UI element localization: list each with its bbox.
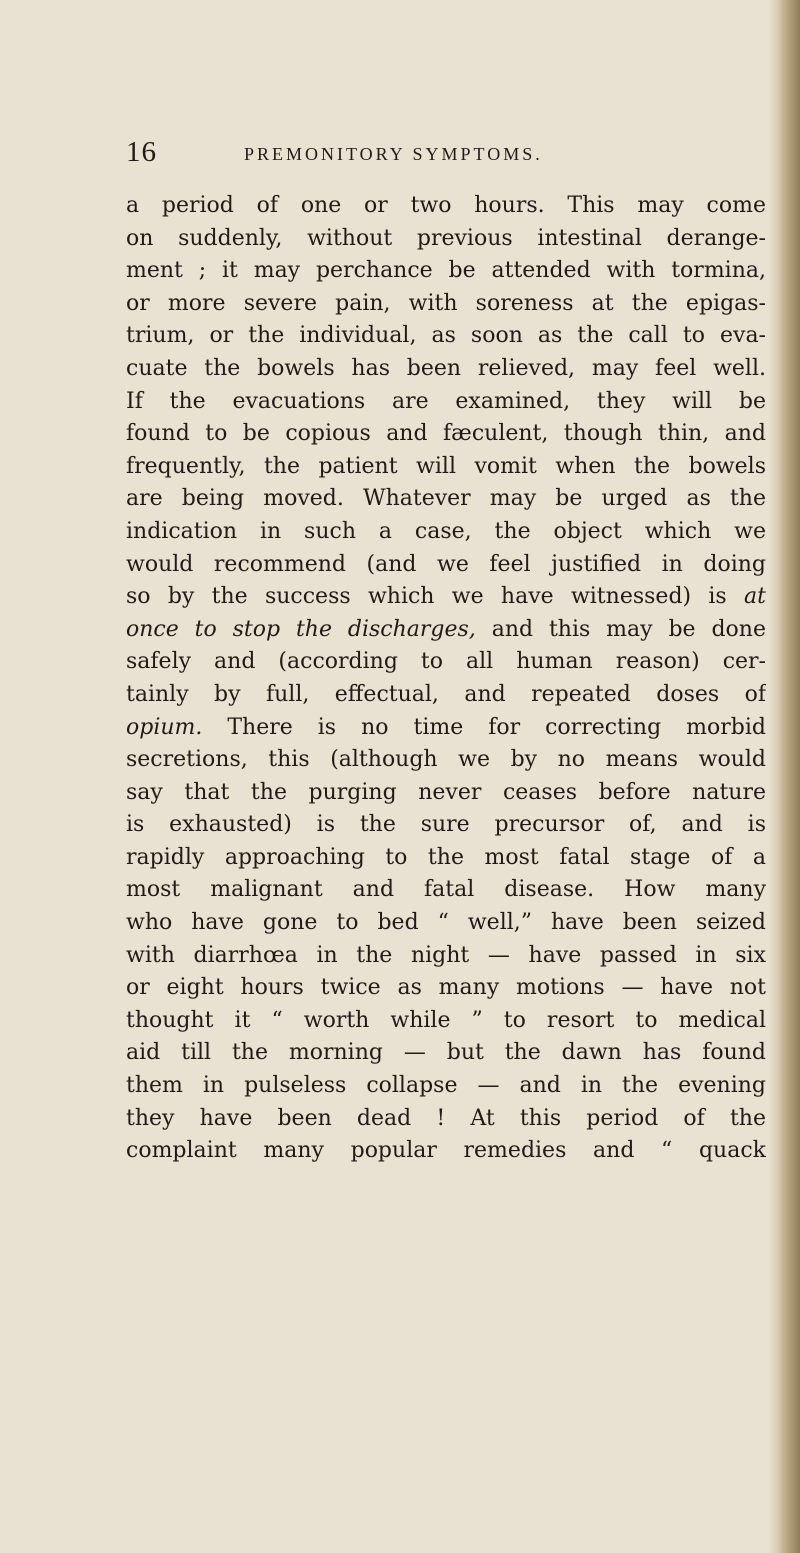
page-number: 16 [126, 136, 157, 168]
text-line: rapidly approaching to the most fatal stage of a [126, 844, 766, 870]
italic-segment: opium. [126, 714, 203, 740]
running-head-title: PREMONITORY SYMPTOMS. [244, 144, 543, 164]
text-line: cuate the bowels has been relieved, may feel well. [126, 355, 766, 381]
text-line: ment ; it may perchance be attended with tormina, [126, 258, 766, 284]
text-line: on suddenly, without previous intestinal derange- [126, 225, 766, 251]
text-line: or eight hours twice as many motions — have not [126, 975, 766, 1001]
text-line [126, 581, 766, 614]
text-line: complaint many popular remedies and “ quack [126, 1138, 766, 1164]
text-line: say that the purging never ceases before nature [126, 779, 766, 805]
text-line: are being moved. Whatever may be urged as the [126, 486, 766, 512]
italic-segment: once to stop the discharges, [126, 616, 476, 642]
text-line [126, 614, 766, 647]
text-line [126, 712, 766, 745]
text-line: thought it “ worth while ” to resort to medical [126, 1007, 766, 1033]
text-line: who have gone to bed “ well,” have been seized [126, 910, 766, 936]
text-line: frequently, the patient will vomit when the bowels [126, 453, 766, 479]
text-segment: so by the success which we have witnessed) is [126, 584, 745, 610]
text-line: found to be copious and fæculent, though thin, and [126, 421, 766, 447]
text-line: most malignant and fatal disease. How many [126, 877, 766, 903]
text-line: them in pulseless collapse — and in the evening [126, 1073, 766, 1099]
text-line: secretions, this (although we by no means would [126, 747, 766, 773]
text-line: indication in such a case, the object which we [126, 518, 766, 544]
text-segment: There is no time for correcting morbid [202, 714, 766, 740]
text-line: aid till the morning — but the dawn has found [126, 1040, 766, 1066]
page-edge-shadow [768, 0, 800, 1553]
text-line: a period of one or two hours. This may come [126, 193, 766, 218]
text-line: with diarrhœa in the night — have passed in six [126, 942, 766, 968]
text-segment: and this may be done [475, 616, 766, 642]
italic-segment: at [744, 584, 766, 610]
text-line: tainly by full, effectual, and repeated doses of [126, 681, 766, 707]
text-line: trium, or the individual, as soon as the call to eva- [126, 323, 766, 349]
text-line: is exhausted) is the sure precursor of, and is [126, 812, 766, 838]
text-line: safely and (according to all human reason) cer- [126, 649, 766, 675]
running-head [126, 136, 766, 176]
text-line: If the evacuations are examined, they will be [126, 388, 766, 414]
text-line: or more severe pain, with soreness at the epigas- [126, 290, 766, 316]
text-line: would recommend (and we feel justified in doing [126, 551, 766, 577]
body-text [126, 190, 766, 1168]
text-line: they have been dead ! At this period of the [126, 1105, 766, 1131]
